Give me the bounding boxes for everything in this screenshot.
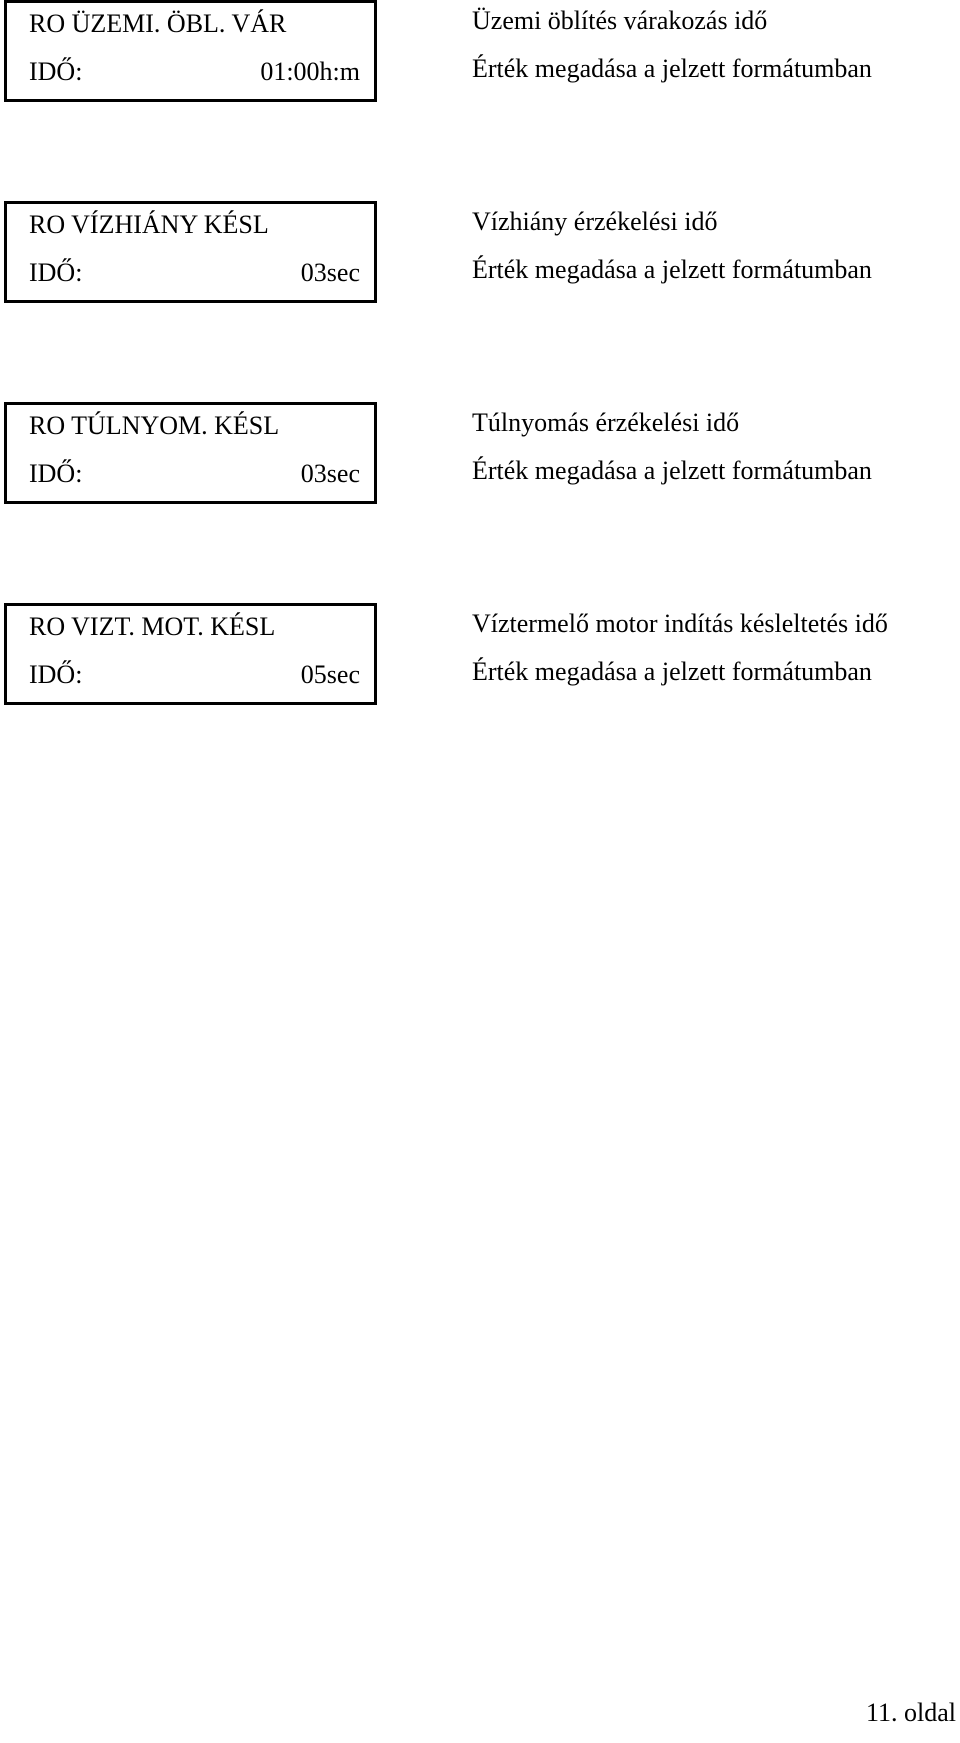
lcd-time-value: 01:00h:m [260,57,360,86]
lcd-time-label: IDŐ: [29,459,83,488]
lcd-time-label: IDŐ: [29,258,83,287]
lcd-parameter-name: RO TÚLNYOM. KÉSL [29,411,280,440]
parameter-description: Üzemi öblítés várakozás idő [472,6,768,35]
entry-uzemi-oblites [0,0,960,112]
parameter-instruction: Érték megadása a jelzett formátumban [472,255,872,284]
parameter-instruction: Érték megadása a jelzett formátumban [472,456,872,485]
lcd-time-value: 03sec [300,258,360,287]
parameter-instruction: Érték megadása a jelzett formátumban [472,657,872,686]
lcd-time-value: 05sec [300,660,360,689]
parameter-description: Víztermelő motor indítás késleltetés idő [472,609,888,638]
lcd-parameter-name: RO VIZT. MOT. KÉSL [29,612,276,641]
lcd-parameter-name: RO ÜZEMI. ÖBL. VÁR [29,9,287,38]
lcd-display-box [4,402,377,504]
entry-tulnyom-kesl [0,402,960,514]
page-number: 11. oldal [865,1698,956,1727]
lcd-display-box [4,0,377,102]
lcd-time-value: 03sec [300,459,360,488]
lcd-parameter-name: RO VÍZHIÁNY KÉSL [29,210,269,239]
lcd-time-label: IDŐ: [29,660,83,689]
parameter-instruction: Érték megadása a jelzett formátumban [472,54,872,83]
lcd-display-box [4,201,377,303]
entry-vizhiany-kesl [0,201,960,313]
lcd-time-label: IDŐ: [29,57,83,86]
parameter-description: Vízhiány érzékelési idő [472,207,718,236]
parameter-description: Túlnyomás érzékelési idő [472,408,740,437]
lcd-display-box [4,603,377,705]
entry-vizt-mot-kesl [0,603,960,715]
